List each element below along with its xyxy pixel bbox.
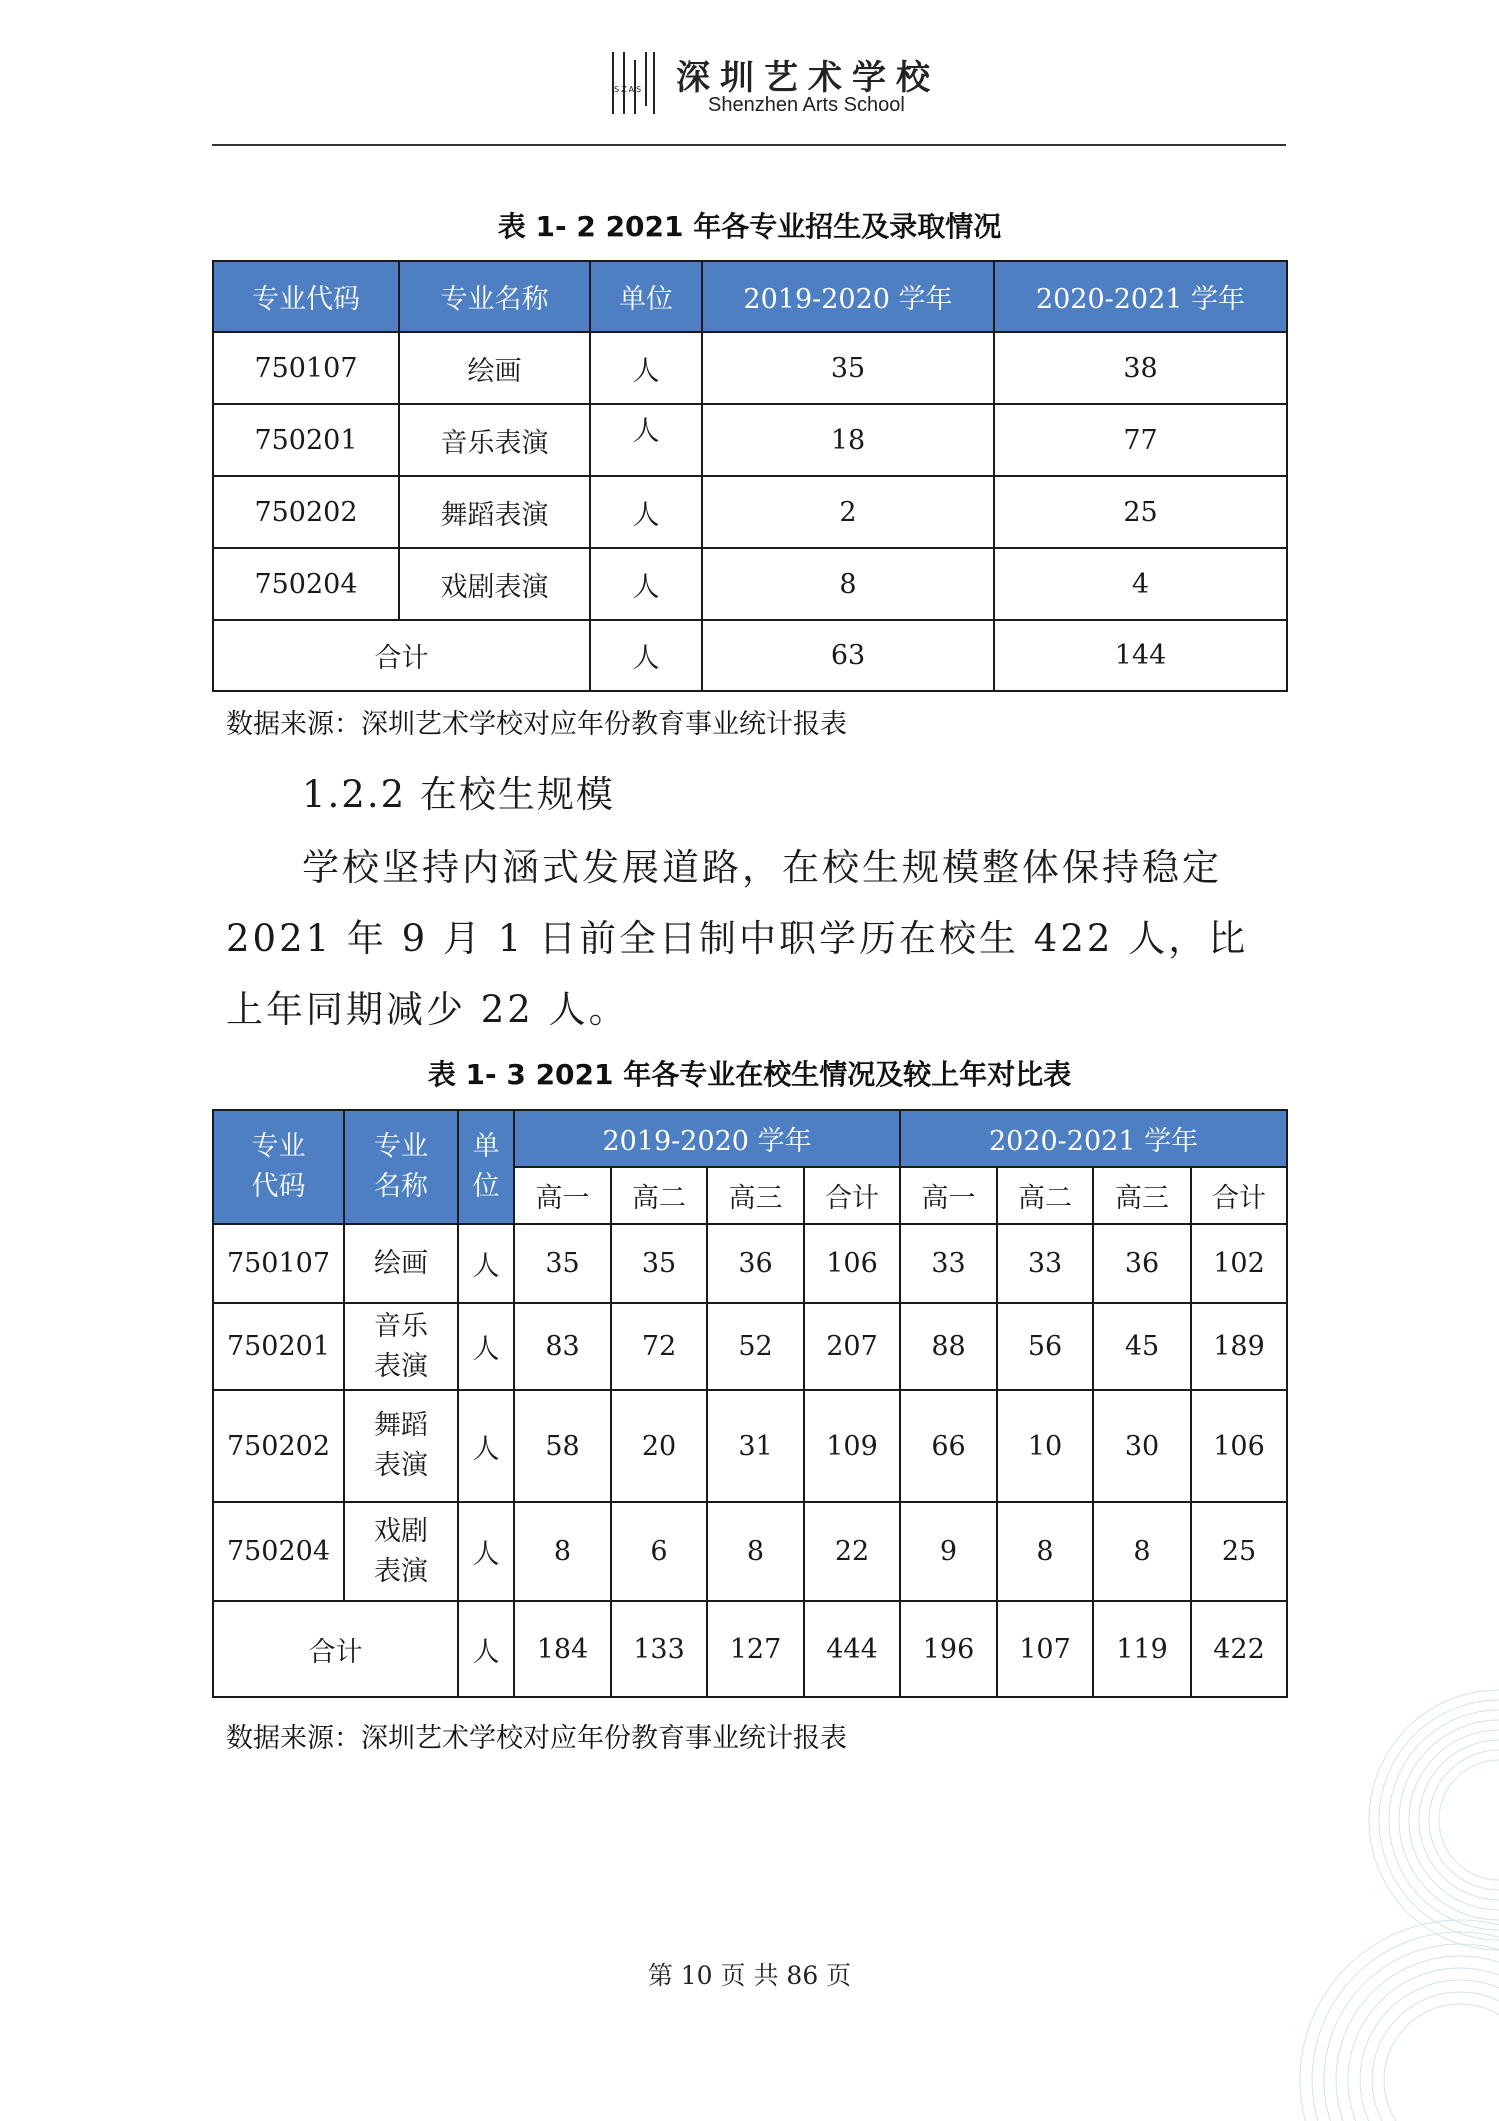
value-cell: 106 — [804, 1224, 900, 1303]
table-total-row — [213, 1601, 1287, 1697]
value-cell: 25 — [994, 476, 1287, 548]
table-row — [213, 1502, 1287, 1601]
code-cell: 750107 — [213, 332, 399, 404]
table-1-3 — [212, 1109, 1288, 1698]
unit-cell: 人 — [590, 404, 702, 476]
code-cell: 750204 — [213, 1502, 344, 1601]
value-cell: 63 — [702, 620, 994, 691]
value-cell: 9 — [900, 1502, 997, 1601]
value-cell: 8 — [514, 1502, 611, 1601]
name-cell: 舞蹈表演 — [399, 476, 590, 548]
subheader-cell: 高一 — [900, 1167, 997, 1224]
unit-cell: 人 — [458, 1303, 514, 1390]
unit-cell: 人 — [458, 1601, 514, 1697]
table-row — [213, 404, 1287, 476]
unit-cell: 人 — [590, 548, 702, 620]
code-cell: 750202 — [213, 1390, 344, 1502]
body-paragraph: 学校坚持内涵式发展道路，在校生规模整体保持稳定 2021 年 9 月 1 日前全日制中职学历在校生 422 人，比上年同期减少 22 人。 — [226, 846, 1249, 1031]
subheader-cell: 合计 — [804, 1167, 900, 1224]
code-cell: 750202 — [213, 476, 399, 548]
table-row — [213, 476, 1287, 548]
value-cell: 72 — [611, 1303, 707, 1390]
value-cell: 107 — [997, 1601, 1093, 1697]
value-cell: 66 — [900, 1390, 997, 1502]
header-cell-unit — [458, 1110, 514, 1224]
value-cell: 109 — [804, 1390, 900, 1502]
table-row — [213, 332, 1287, 404]
value-cell: 196 — [900, 1601, 997, 1697]
value-cell: 58 — [514, 1390, 611, 1502]
name-cell: 绘画 — [344, 1224, 458, 1303]
table-header-row — [213, 1110, 1287, 1167]
value-cell: 83 — [514, 1303, 611, 1390]
value-cell: 33 — [900, 1224, 997, 1303]
value-cell: 8 — [1093, 1502, 1191, 1601]
subheader-cell: 高一 — [514, 1167, 611, 1224]
table-row — [213, 1390, 1287, 1502]
value-cell: 102 — [1191, 1224, 1287, 1303]
value-cell: 20 — [611, 1390, 707, 1502]
value-cell: 31 — [707, 1390, 804, 1502]
table-1-3-source: 数据来源：深圳艺术学校对应年份教育事业统计报表 — [226, 1723, 847, 1754]
name-cell: 音乐表演 — [399, 404, 590, 476]
name-cell: 音乐 表演 — [344, 1303, 458, 1390]
header-text: 专业 名称 — [374, 1131, 428, 1202]
subheader-cell: 高三 — [1093, 1167, 1191, 1224]
page-header — [0, 0, 1499, 150]
header-divider — [212, 144, 1286, 146]
value-cell: 88 — [900, 1303, 997, 1390]
total-label-cell: 合计 — [213, 620, 590, 691]
value-cell: 25 — [1191, 1502, 1287, 1601]
value-cell: 8 — [707, 1502, 804, 1601]
header-text: 专业 代码 — [251, 1131, 306, 1202]
value-cell: 22 — [804, 1502, 900, 1601]
value-cell: 2 — [702, 476, 994, 548]
subheader-cell: 高二 — [611, 1167, 707, 1224]
value-cell: 36 — [1093, 1224, 1191, 1303]
subheader-cell: 合计 — [1191, 1167, 1287, 1224]
school-name-en: Shenzhen Arts School — [708, 94, 905, 116]
unit-cell: 人 — [458, 1224, 514, 1303]
value-cell: 56 — [997, 1303, 1093, 1390]
name-cell: 戏剧 表演 — [344, 1502, 458, 1601]
value-cell: 8 — [702, 548, 994, 620]
value-cell: 52 — [707, 1303, 804, 1390]
value-cell: 10 — [997, 1390, 1093, 1502]
subheader-cell: 高三 — [707, 1167, 804, 1224]
table-1-2 — [212, 260, 1288, 692]
unit-cell: 人 — [458, 1390, 514, 1502]
table-row — [213, 1224, 1287, 1303]
unit-cell: 人 — [590, 620, 702, 691]
value-cell: 189 — [1191, 1303, 1287, 1390]
subheader-cell: 高二 — [997, 1167, 1093, 1224]
value-cell: 77 — [994, 404, 1287, 476]
header-cell: 2020-2021 学年 — [994, 261, 1287, 332]
header-cell-code — [213, 1110, 344, 1224]
school-logo-icon — [610, 50, 656, 116]
unit-cell: 人 — [590, 476, 702, 548]
header-text: 单 位 — [472, 1131, 500, 1202]
value-cell: 119 — [1093, 1601, 1191, 1697]
code-cell: 750201 — [213, 404, 399, 476]
value-cell: 6 — [611, 1502, 707, 1601]
value-cell: 18 — [702, 404, 994, 476]
table-1-2-caption: 表 1- 2 2021 年各专业招生及录取情况 — [497, 210, 1002, 243]
header-cell-year1: 2019-2020 学年 — [514, 1110, 900, 1167]
value-cell: 35 — [702, 332, 994, 404]
unit-cell: 人 — [458, 1502, 514, 1601]
value-cell: 33 — [997, 1224, 1093, 1303]
value-cell: 207 — [804, 1303, 900, 1390]
value-cell: 36 — [707, 1224, 804, 1303]
value-cell: 133 — [611, 1601, 707, 1697]
page-number: 第 10 页 共 86 页 — [647, 1961, 852, 1990]
name-cell: 戏剧表演 — [399, 548, 590, 620]
table-total-row — [213, 620, 1287, 691]
value-cell: 127 — [707, 1601, 804, 1697]
section-heading: 1.2.2 在校生规模 — [302, 773, 615, 816]
table-row — [213, 548, 1287, 620]
code-cell: 750107 — [213, 1224, 344, 1303]
table-1-3-caption: 表 1- 3 2021 年各专业在校生情况及较上年对比表 — [427, 1058, 1072, 1091]
header-cell: 单位 — [590, 261, 702, 332]
school-name-cn: 深圳艺术学校 — [676, 58, 940, 98]
value-cell: 184 — [514, 1601, 611, 1697]
value-cell: 8 — [997, 1502, 1093, 1601]
value-cell: 35 — [611, 1224, 707, 1303]
code-cell: 750201 — [213, 1303, 344, 1390]
value-cell: 106 — [1191, 1390, 1287, 1502]
total-label-cell: 合计 — [213, 1601, 458, 1697]
value-cell: 45 — [1093, 1303, 1191, 1390]
header-cell: 专业名称 — [399, 261, 590, 332]
svg-text:SZAS: SZAS — [614, 85, 644, 94]
value-cell: 444 — [804, 1601, 900, 1697]
header-cell-year2: 2020-2021 学年 — [900, 1110, 1287, 1167]
unit-cell: 人 — [590, 332, 702, 404]
value-cell: 422 — [1191, 1601, 1287, 1697]
value-cell: 144 — [994, 620, 1287, 691]
table-header-row — [213, 261, 1287, 332]
header-cell-name — [344, 1110, 458, 1224]
decorative-circles-icon — [1260, 1660, 1499, 2121]
name-cell: 舞蹈 表演 — [344, 1390, 458, 1502]
name-cell: 绘画 — [399, 332, 590, 404]
value-cell: 38 — [994, 332, 1287, 404]
table-row — [213, 1303, 1287, 1390]
value-cell: 4 — [994, 548, 1287, 620]
value-cell: 30 — [1093, 1390, 1191, 1502]
code-cell: 750204 — [213, 548, 399, 620]
table-1-2-source: 数据来源：深圳艺术学校对应年份教育事业统计报表 — [226, 709, 847, 740]
header-cell: 2019-2020 学年 — [702, 261, 994, 332]
value-cell: 35 — [514, 1224, 611, 1303]
header-cell: 专业代码 — [213, 261, 399, 332]
